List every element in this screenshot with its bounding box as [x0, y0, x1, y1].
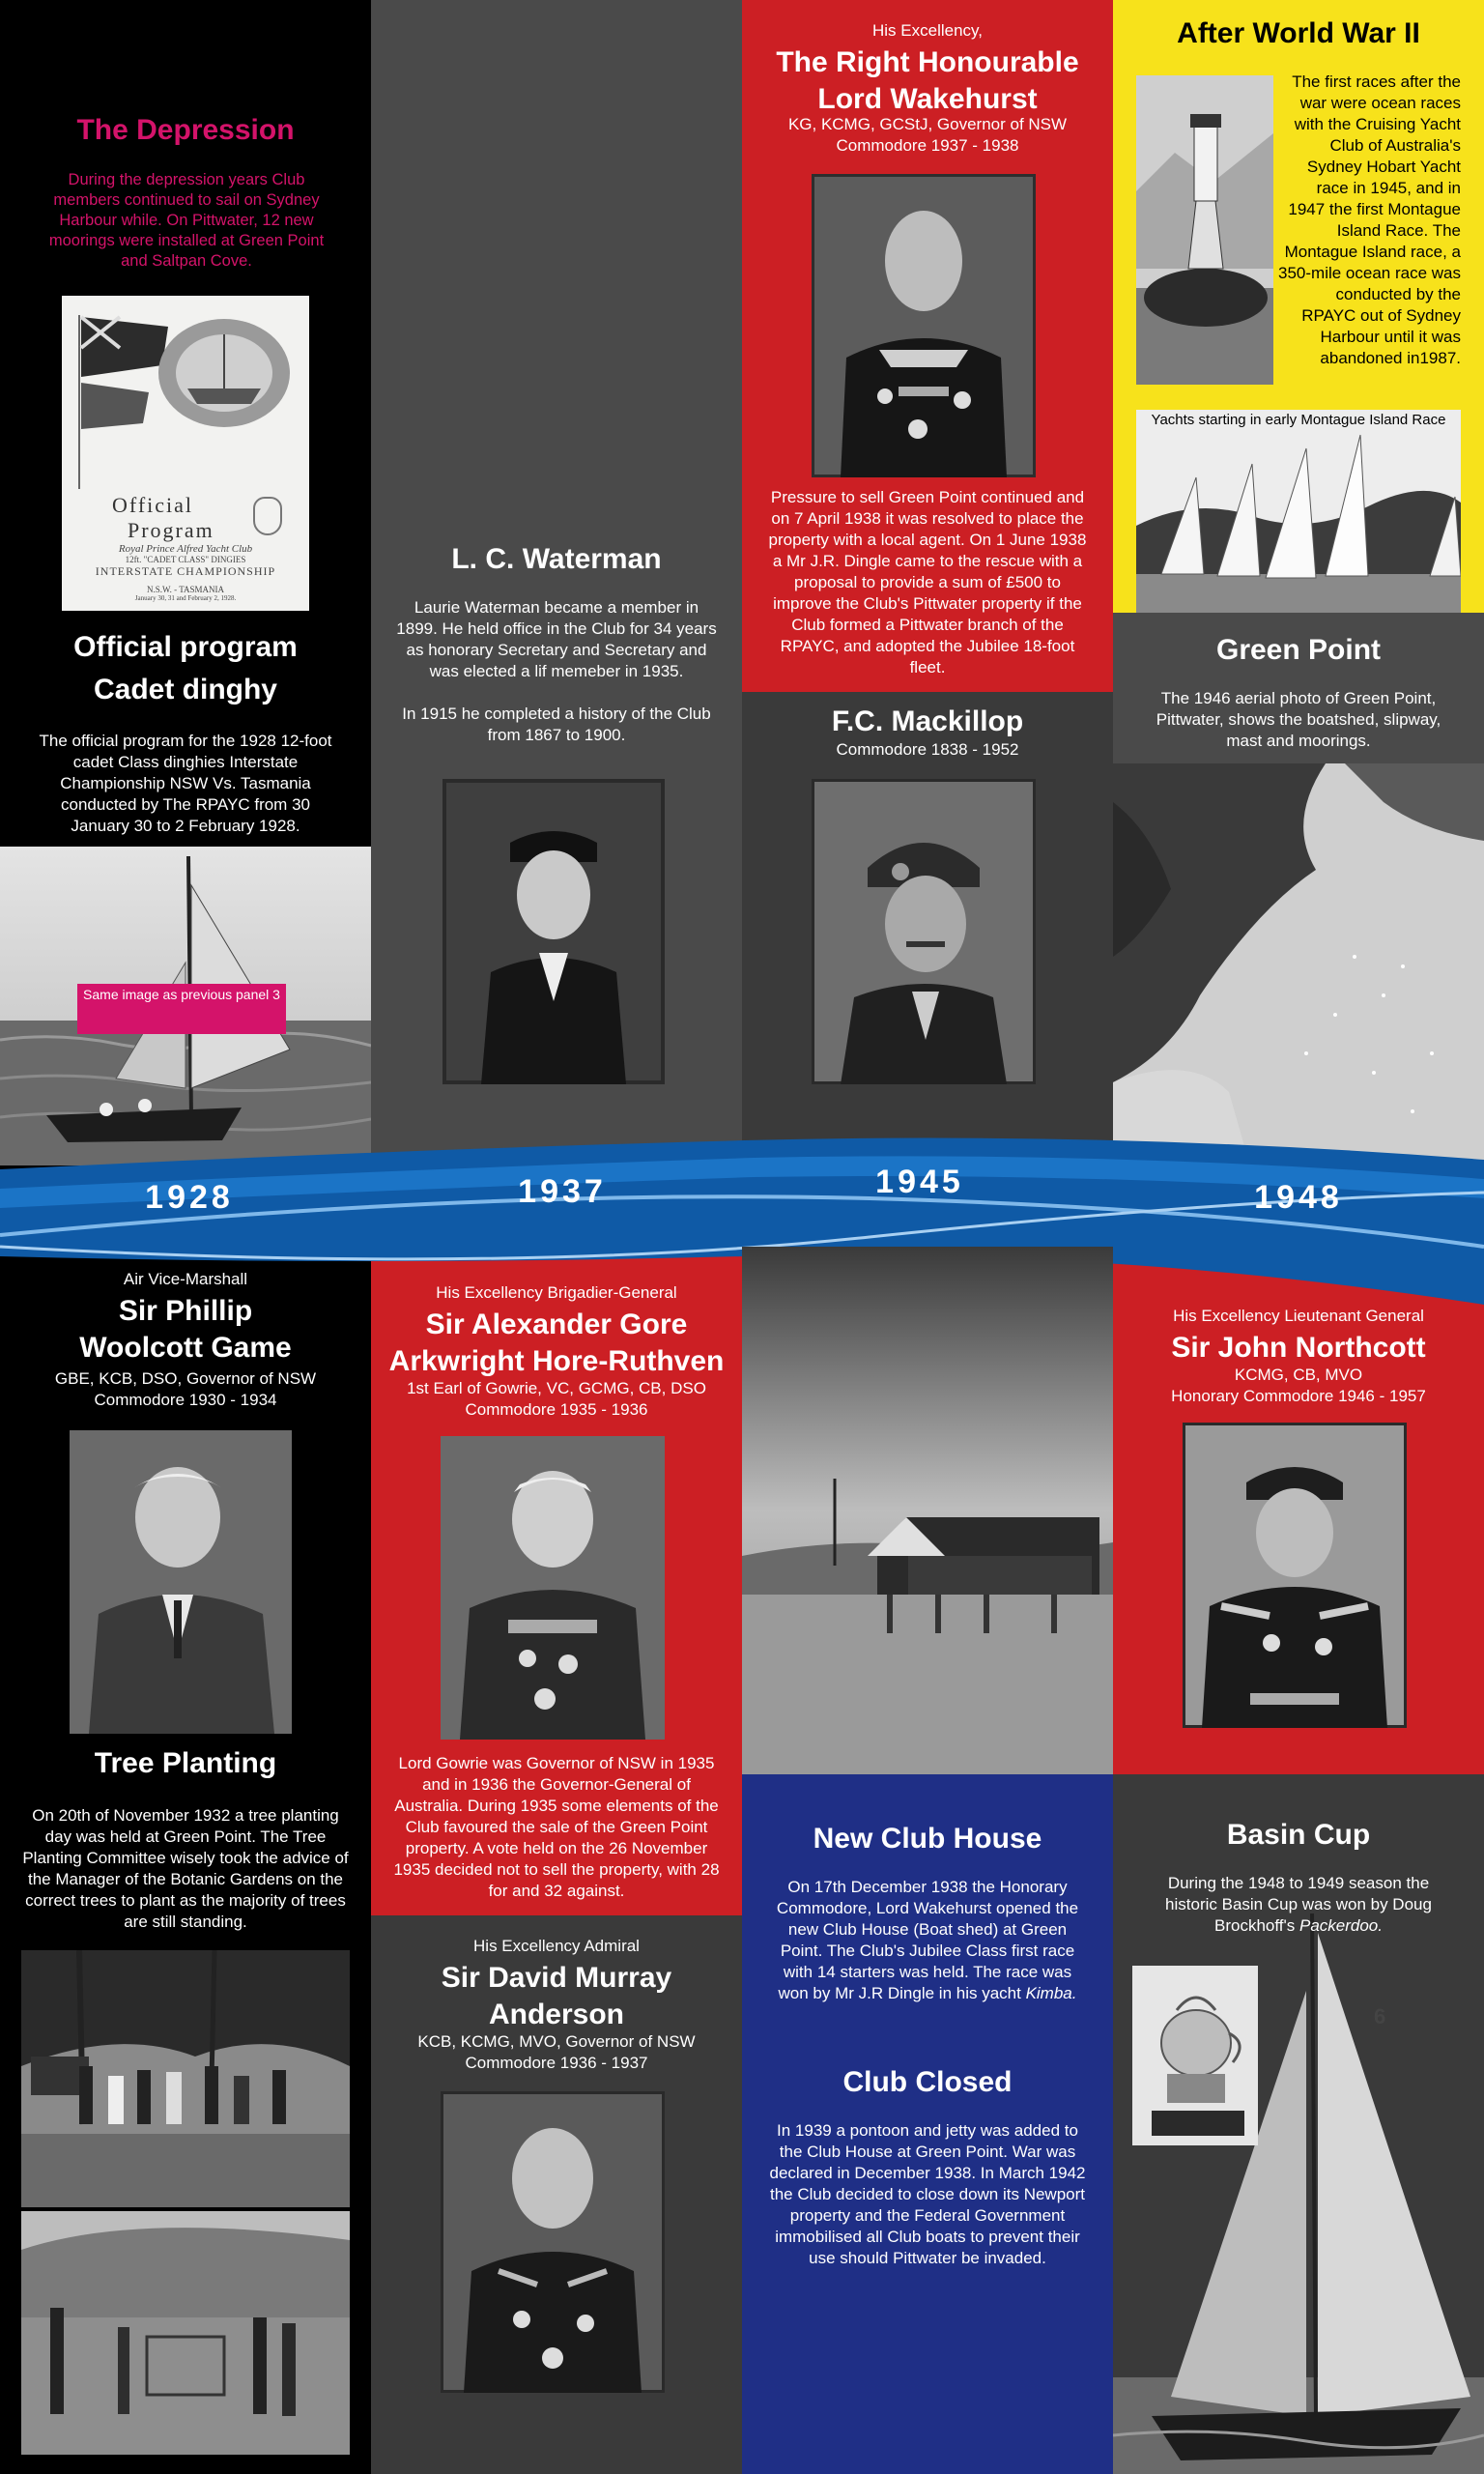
anderson-sub: KCB, KCMG, MVO, Governor of NSW Commodore 1936 - 1937 [417, 2032, 696, 2072]
tree-planting-title: Tree Planting [94, 1747, 277, 1779]
year-1948: 1948 [1254, 1179, 1343, 1216]
northcott-sub: KCMG, CB, MVO Honorary Commodore 1946 - 1957 [1171, 1366, 1426, 1405]
tree-planting-photo-1 [21, 1950, 350, 2207]
basin-cup-trophy-photo [1132, 1966, 1258, 2145]
program-cover-states: N.S.W. - TASMANIA [146, 585, 225, 594]
waterman-title: L. C. Waterman [451, 543, 662, 575]
basin-cup-title: Basin Cup [1226, 1819, 1371, 1851]
official-program-text: The official program for the 1928 12-foot cadet Class dinghies Interstate Championship NSW Vs. Tasmania conducted by The RPAYC from 30 January 30 to 2 February 1928. [39, 732, 332, 835]
wakehurst-pre: His Excellency, [872, 21, 983, 40]
program-cover-line1: Official [112, 493, 194, 517]
game-sub: GBE, KCB, DSO, Governor of NSW Commodore 1930 - 1934 [54, 1369, 317, 1409]
gowrie-text: Lord Gowrie was Governor of NSW in 1935 and in 1936 the Governor-General of Australia. During 1935 some elements of the Club favoured the sale of the Green Point property. A vote held on the 26 November 1935 decided not to sell the property, with 28 for and 32 against. [393, 1754, 720, 1900]
year-1937: 1937 [518, 1173, 607, 1210]
anderson-portrait [441, 2091, 665, 2393]
wakehurst-portrait [812, 174, 1036, 477]
official-program-cover [62, 296, 309, 611]
same-image-note: Same image as previous panel 3 [77, 984, 286, 1034]
year-1928: 1928 [145, 1179, 234, 1216]
new-club-house-body: On 17th December 1938 the Honorary Commodore, Lord Wakehurst opened the new Club House (Boat shed) at Green Point. The Club's Jubilee Class first race with 14 starters was held. The race was won by Mr J.R Dingle in his yacht [776, 1878, 1079, 2002]
wakehurst-text: Pressure to sell Green Point continued and on 7 April 1938 it was resolved to place the property with a local agent. On 1 June 1938 a Mr J.R. Dingle came to the rescue with a proposal to provide a sum of £500 to improve the Club's Pittwater property if the Club formed a Pittwater branch of the RPAYC, and adopted the Jubilee 18-foot fleet. [768, 488, 1087, 676]
program-cover-race: 12ft. "CADET CLASS" DINGIES [125, 555, 246, 564]
boatshed-photo [742, 1247, 1113, 1774]
gowrie-portrait [441, 1436, 665, 1740]
program-cover-line2: Program [128, 518, 214, 542]
northcott-title: Sir John Northcott [1171, 1332, 1426, 1364]
new-club-house-title: New Club House [813, 1823, 1042, 1855]
northcott-pre: His Excellency Lieutenant General [1173, 1307, 1424, 1325]
basin-cup-text [1146, 1873, 1451, 1937]
game-pre: Air Vice-Marshall [123, 1270, 248, 1288]
crest-icon [253, 497, 282, 535]
program-cover-champ: INTERSTATE CHAMPIONSHIP [95, 564, 276, 578]
gowrie-sub: 1st Earl of Gowrie, VC, GCMG, CB, DSO Commodore 1935 - 1936 [407, 1379, 706, 1419]
waterman-text: Laurie Waterman became a member in 1899. He held office in the Club for 34 years as honorary Secretary and Secretary and was elected a lif memeber in 1935. In 1915 he completed a history of the Club from 1867 to 1900. [396, 598, 717, 744]
lighthouse-photo [1136, 75, 1273, 385]
new-club-house-text [769, 1877, 1086, 2004]
new-club-house-yacht: Kimba. [1025, 1984, 1077, 2002]
official-program-title: Official program Cadet dinghy [73, 631, 298, 705]
mackillop-portrait [812, 779, 1036, 1084]
basin-cup-body: During the 1948 to 1949 season the historic Basin Cup was won by Doug Brockhoff's [1165, 1874, 1432, 1935]
green-point-title: Green Point [1215, 634, 1382, 666]
mackillop-title: F.C. Mackillop [831, 705, 1024, 737]
depression-text: During the depression years Club members continued to sail on Sydney Harbour while. On Pittwater, 12 new moorings were installed at Green Point and Saltpan Cove. [48, 171, 325, 270]
yachts-start-photo [1136, 410, 1461, 613]
game-title: Sir Phillip Woolcott Game [79, 1295, 292, 1364]
basin-cup-sail-number: 6 [1374, 2004, 1386, 2028]
depression-title: The Depression [76, 114, 295, 146]
year-1945: 1945 [875, 1164, 964, 1200]
green-point-text: The 1946 aerial photo of Green Point, Pittwater, shows the boatshed, slipway, mast and moorings. [1156, 689, 1441, 750]
after-war-text: The first races after the war were ocean races with the Cruising Yacht Club of Australia's Sydney Hobart Yacht race in 1945, and in 1947 the first Montague Island Race. The Montague Island race, a 350-mile ocean race was conducted by the RPAYC out of Sydney Harbour until it was abandoned in1987. [1278, 72, 1461, 367]
mackillop-sub: Commodore 1838 - 1952 [836, 740, 1019, 759]
basin-cup-yacht: Packerdoo. [1298, 1916, 1383, 1935]
anderson-pre: His Excellency Admiral [473, 1937, 640, 1955]
waterman-portrait [442, 779, 665, 1084]
anderson-title: Sir David Murray Anderson [441, 1962, 672, 2030]
club-closed-title: Club Closed [842, 2066, 1013, 2098]
green-point-aerial-photo [1113, 763, 1484, 1160]
yachts-caption: Yachts starting in early Montague Island Race [1151, 412, 1446, 428]
game-portrait [70, 1430, 292, 1734]
club-closed-text: In 1939 a pontoon and jetty was added to the Club House at Green Point. War was declared in December 1938. In March 1942 the Club decided to close down its Newport property and the Federal Government immobilised all Club boats to prevent their use should Pittwater be invaded. [769, 2121, 1086, 2267]
gowrie-title: Sir Alexander Gore Arkwright Hore-Ruthven [388, 1309, 725, 1377]
tree-planting-text: On 20th of November 1932 a tree planting day was held at Green Point. The Tree Planting Committee wisely took the advice of the Manager of the Botanic Gardens on the correct trees to plant as the majority of trees are still standing. [22, 1806, 349, 1931]
program-cover-club: Royal Prince Alfred Yacht Club [118, 543, 253, 555]
program-cover-dates: January 30, 31 and February 2, 1928. [134, 594, 237, 602]
gowrie-pre: His Excellency Brigadier-General [436, 1283, 677, 1302]
northcott-portrait [1183, 1423, 1407, 1728]
wakehurst-title: The Right Honourable Lord Wakehurst [776, 46, 1079, 115]
tree-planting-photo-2 [21, 2211, 350, 2455]
after-war-title: After World War II [1177, 17, 1420, 49]
wakehurst-sub: KG, KCMG, GCStJ, Governor of NSW Commodore 1937 - 1938 [787, 115, 1068, 155]
